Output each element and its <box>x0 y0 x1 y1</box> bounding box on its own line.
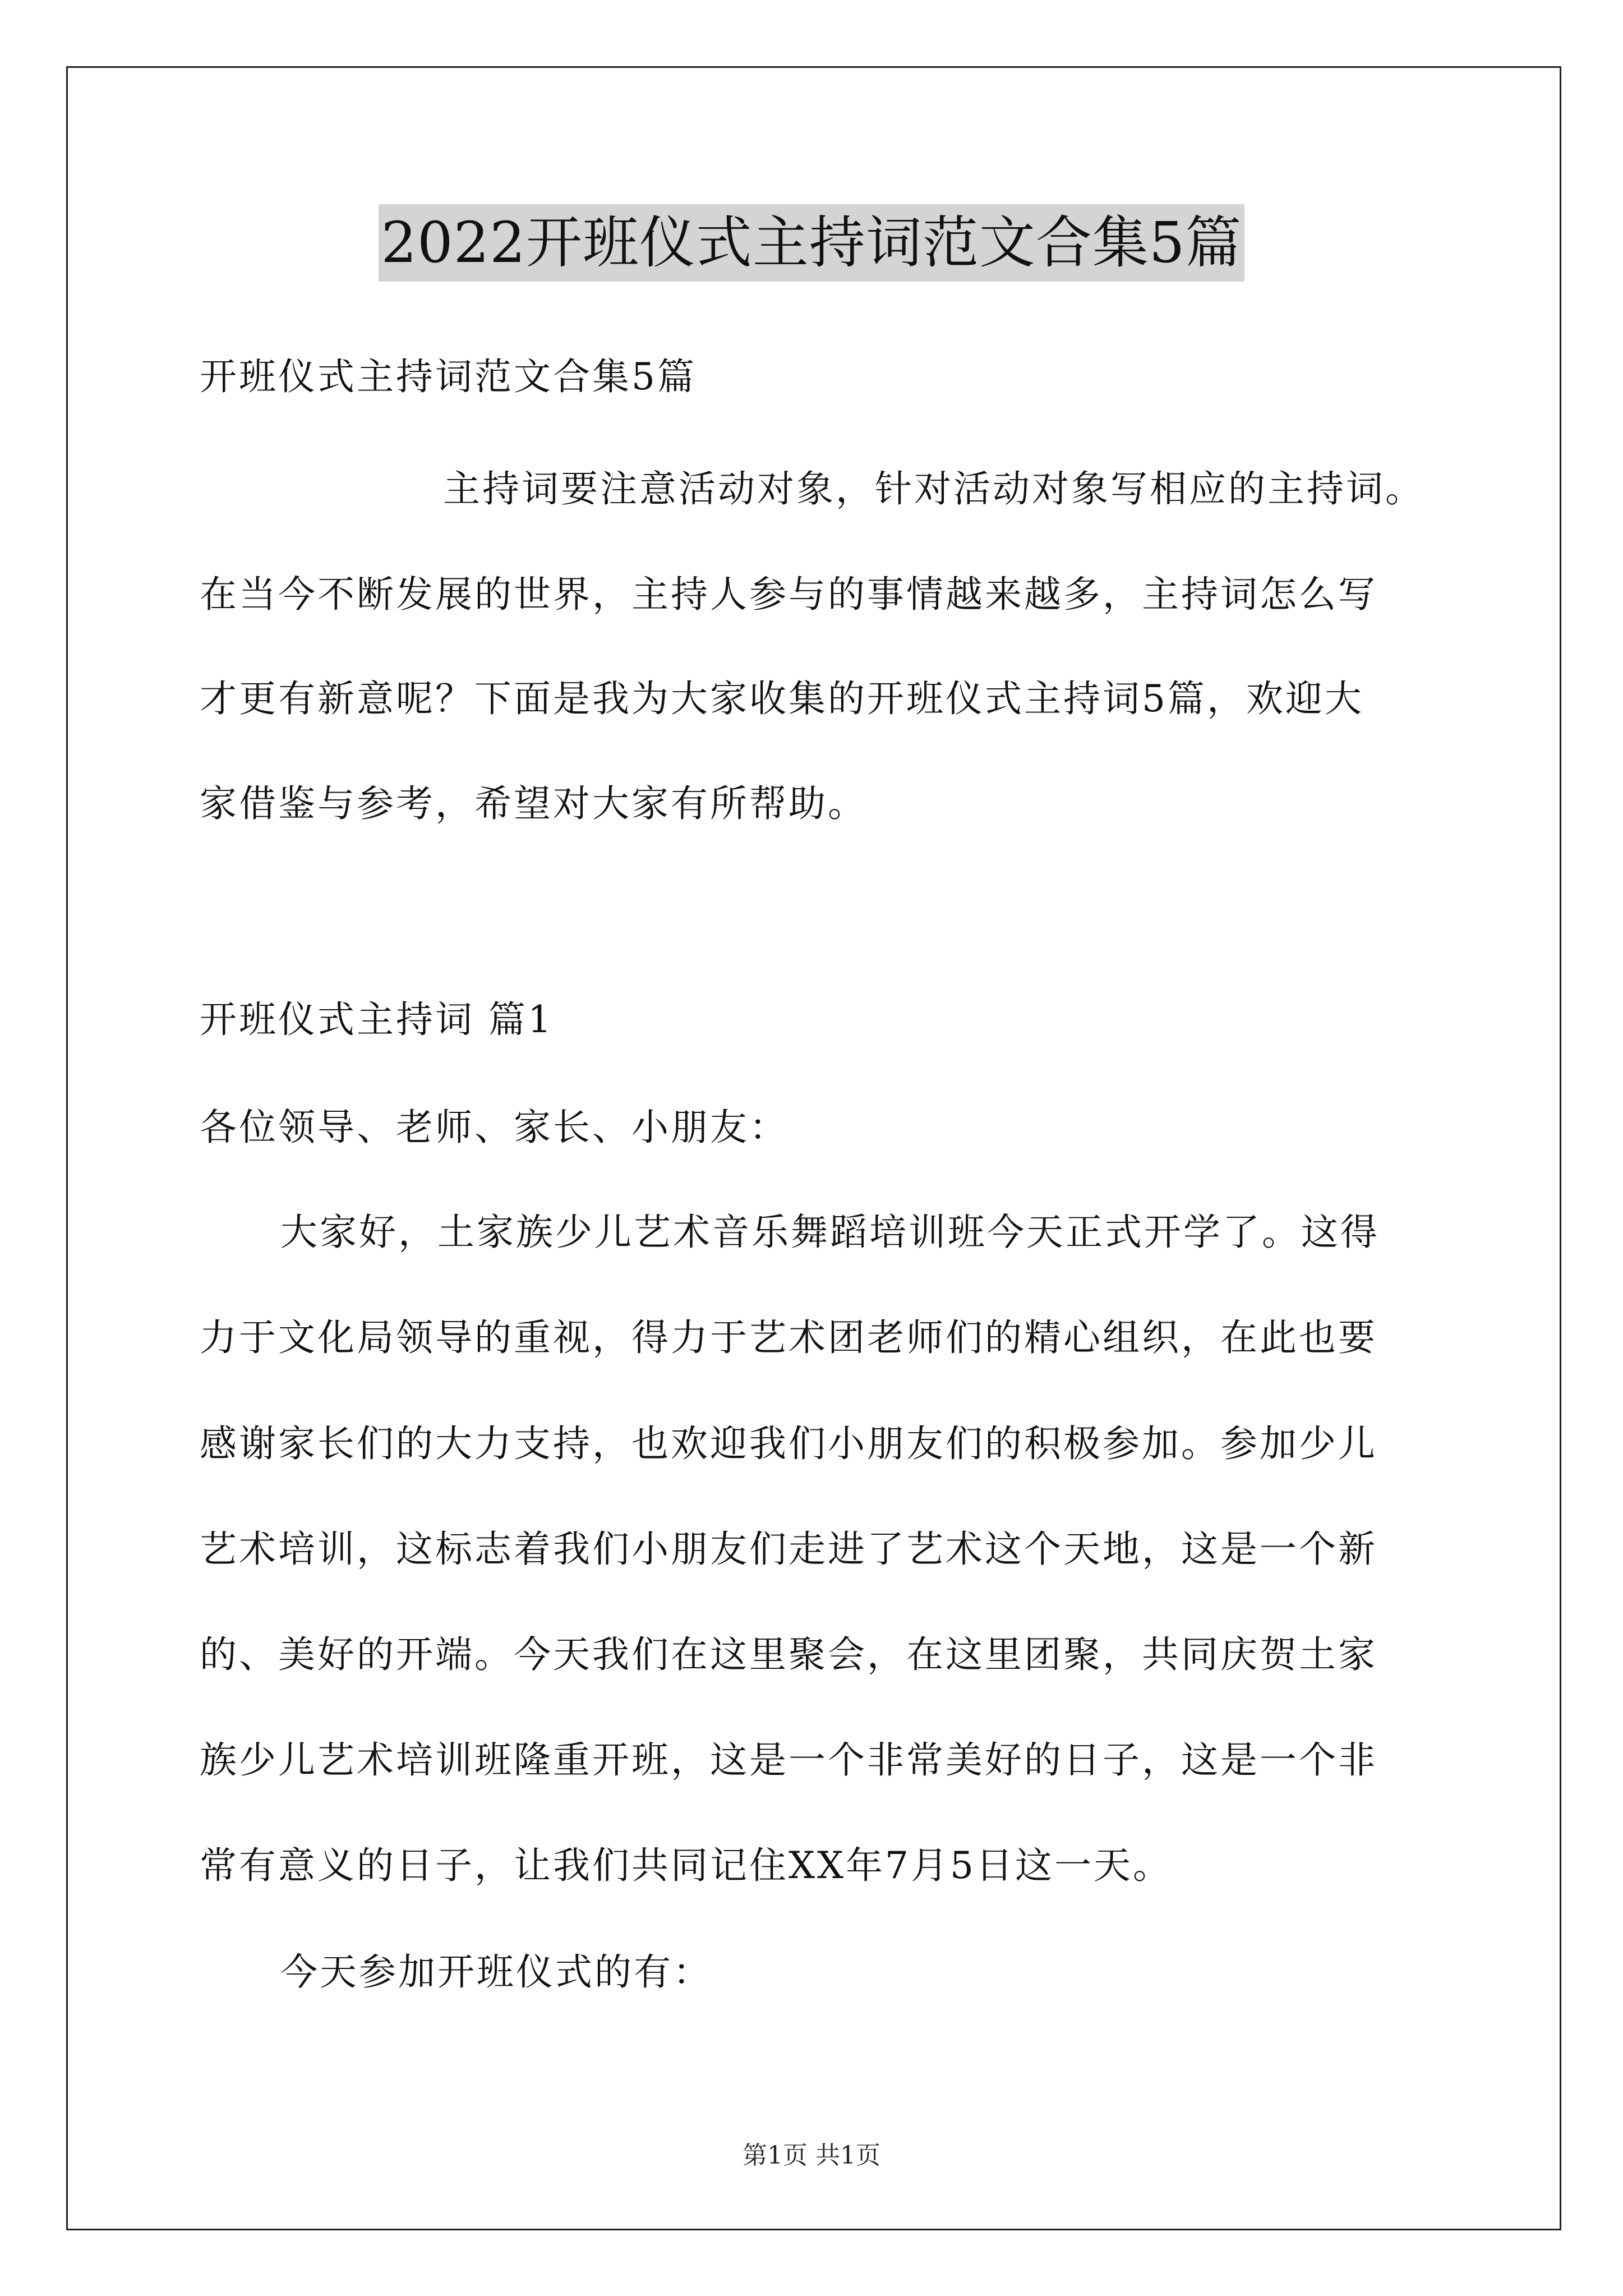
section-heading: 开班仪式主持词 篇1 <box>200 998 554 1041</box>
paragraph-line: 今天参加开班仪式的有： <box>280 1950 712 1994</box>
paragraph-line: 在当今不断发展的世界，主持人参与的事情越来越多，主持词怎么写 <box>200 573 1377 616</box>
paragraph-line: 感谢家长们的大力支持，也欢迎我们小朋友们的积极参加。参加少儿 <box>200 1422 1377 1465</box>
salutation-line: 各位领导、老师、家长、小朋友： <box>200 1106 789 1149</box>
paragraph-line: 的、美好的开端。今天我们在这里聚会，在这里团聚，共同庆贺土家 <box>200 1633 1377 1676</box>
paragraph-line: 主持词要注意活动对象，针对活动对象写相应的主持词。 <box>443 467 1424 510</box>
document-title: 2022开班仪式主持词范文合集5篇 <box>379 204 1244 282</box>
page-footer: 第1页 共1页 <box>743 2141 880 2170</box>
paragraph-line: 大家好，土家族少儿艺术音乐舞蹈培训班今天正式开学了。这得 <box>280 1211 1380 1254</box>
title-container <box>0 204 1623 282</box>
paragraph-line: 力于文化局领导的重视，得力于艺术团老师们的精心组织，在此也要 <box>200 1316 1377 1359</box>
paragraph-line: 族少儿艺术培训班隆重开班，这是一个非常美好的日子，这是一个非 <box>200 1738 1377 1782</box>
paragraph-line: 才更有新意呢？下面是我为大家收集的开班仪式主持词5篇，欢迎大 <box>200 677 1364 720</box>
paragraph-line: 常有意义的日子，让我们共同记住XX年7月5日这一天。 <box>200 1844 1172 1887</box>
paragraph-line: 艺术培训，这标志着我们小朋友们走进了艺术这个天地，这是一个新 <box>200 1527 1377 1571</box>
paragraph-line: 家借鉴与参考，希望对大家有所帮助。 <box>200 782 867 825</box>
subtitle-line: 开班仪式主持词范文合集5篇 <box>200 355 697 398</box>
